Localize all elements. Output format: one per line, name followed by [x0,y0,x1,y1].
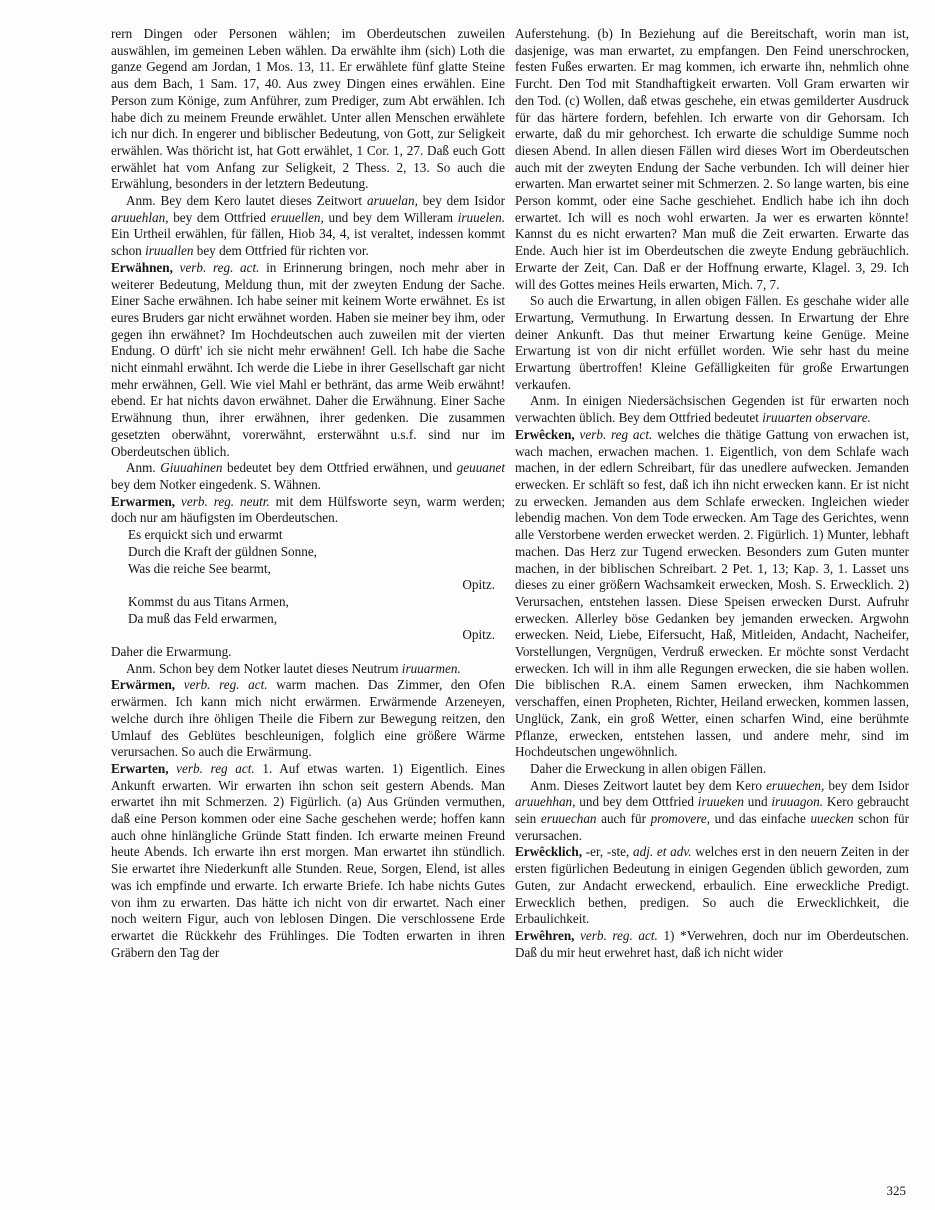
text-run: bey dem Ottfried für richten vor. [193,243,369,259]
text-run: und bey dem Willeram [323,209,458,225]
text-run: Was die reiche See bearmt, [128,560,271,576]
italic-term: iruuarmen. [401,660,461,676]
italic-term: aruuelan, [366,193,418,209]
italic-term: aruuehhan, [515,794,576,810]
italic-term: verb. reg. act. [574,927,658,943]
italic-term: aruuehlan, [111,209,169,225]
text-run: Kero gebraucht sein [515,794,909,827]
text-run: und das einfache [710,811,811,827]
italic-term: Giuuahinen [160,460,223,476]
text-run: mit dem Hülfsworte seyn, warm werden; doch nur am häufigsten im Oberdeutschen. [111,493,505,526]
paragraph [111,661,505,678]
text-run: bey dem Isidor [417,193,505,209]
verse-line [111,544,505,561]
headword: Erwêhren, [515,927,575,943]
headword: Erwêcklich, [515,844,583,860]
text-run: Ein Urtheil erwählen, für fällen, Hiob 34, 4, ist veraltet, indessen kommt schon [111,226,505,259]
headword: Erwarmen, [111,493,176,509]
text-run: 1) *Verwehren, doch nur im Oberdeutschen. Daß du mir heut erwehret hast, daß ich nicht wider [515,927,909,960]
italic-term: geuuanet [456,460,505,476]
text-run: -er, -ste, [582,844,634,860]
text-run: Anm. In einigen Niedersächsischen Gegenden ist für erwarten noch verwachten üblich. Bey dem Ottfried bedeutet [515,393,909,426]
paragraph [111,677,505,761]
paragraph [515,26,909,293]
right-column [515,26,909,961]
text-run: Auferstehung. (b) In Beziehung auf die Bereitschaft, worin man ist, dasjenige, was man erwartet, zu empfangen. Den Feind unerschrocken, festen Fußes erwarten. Er mag kommen, ich erwarte ihn, nehmlich ohne Furcht. Den Tod mit Standhaftigkeit erwarten. Voll Gram erwarten wir den Tod. (c) Wollen, daß etwas geschehe, ein etwas gemilderter Ausdruck für das härtere fordern, befehlen. Ich erwarte von dir Gehorsam. Ich erwarte, daß du mir gehorchest. Ich erwarte die schuldige Summe noch diesen Abend. In allen diesen Fällen wird dieses Wort im Oberdeutschen auch mit der zweyten Endung der Sache verbunden. Ich will deiner hier erwarten. Man erwartet seiner mit Schmerzen. 2. So lange warten, bis eine Person kommt, oder eine Sache geschiehet. Endlich habe ich ihn doch erwartet. Ich will es noch wohl erwarten. Ja wer es erwarten könnte! Kannst du es nicht erwarten? Man muß die Zeit erwarten. Erwarte das Ende. Auch hier ist im Oberdeutschen die zweyte Endung gebräuchlich. Erwarte der Zeit, Can. Daß er der Hoffnung erwarte, Klagel. 3, 29. Ich will des Gottes meines Heils erwarten, Mich. 7, 7. [515,26,909,292]
italic-term: verb. reg act. [574,426,653,442]
page-number: 325 [886,1183,906,1198]
verse-line [111,561,505,578]
paragraph [111,494,505,527]
italic-term: iruuarten observare. [762,410,871,426]
text-run: rern Dingen oder Personen wählen; im Oberdeutschen zuweilen auswählen, im gemeinen Leben wählen. Da erwählte ihm (sich) Loth die ganze Gegend am Jordan, 1 Mos. 13, 11. Er erwählete fünf glatte Steine aus dem Bach, 1 Sam. 17, 40. Aus zwey Dingen eines erwählen. Eine Person zum Könige, zum Anführer, zum Prediger, zum Abt erwählen. Ich habe dich zu meinem Freunde erwählet. Unter allen Menschen erwählete ich nur dich. In engerer und biblischer Bedeutung, von Gott, zur Seligkeit erwählen. Was thöricht ist, hat Gott erwählet, 1 Cor. 1, 27. Daß euch Gott erwählet hat vom Anfang zur Seligkeit, 2 Thess. 2, 13. So auch die Erwählung, besonders in der letztern Bedeutung. [111,26,505,192]
italic-term: verb. reg. neutr. [175,493,270,509]
paragraph [111,761,505,961]
italic-term: verb. reg. act. [175,677,268,693]
headword: Erwarten, [111,760,169,776]
text-run: 1. Auf etwas warten. 1) Eigentlich. Eines Ankunft erwarten. Wir erwarten ihn schon seit gestern Abends. Man erwartet ihn mit Schmerzen. 2) Figürlich. (a) Aus Gründen vermuthen, daß eine Person kommen oder eine Sache geschehen werde; hoffen kann auch ohne hinlängliche Gründe Statt finden. Ich erwarte meinen Freund heute Abends. Ich erwarte ihn erst morgen. Man erwartet ihn stündlich. Sie erwartet ihre Niederkunft alle Stunden. Reue, Sorgen, Elend, ist alles was ich empfinde und erwarte. Ich erwarte Briefe. Ich habe nichts Gutes von ihm zu erwarten. Das hätte ich nicht von dir erwartet. Nach einer noch weitern Figur, auch von leblosen Dingen. Die verschlossene Erde erwartet die Rückkehr des Frühlinges. Die Todten erwarten in ihren Gräbern den Tag der [111,760,505,960]
paragraph [111,260,505,460]
verse-line [111,611,505,628]
text-run: Da muß das Feld erwarmen, [128,610,278,626]
headword: Erwêcken, [515,426,575,442]
italic-term: verb. reg act. [168,760,255,776]
paragraph [515,844,909,928]
text-run: Opitz. [462,627,495,643]
text-run: und bey dem Ottfried [575,794,698,810]
paragraph [515,928,909,961]
text-run: bey dem Isidor [824,777,909,793]
italic-term: adj. et adv. [633,844,692,860]
text-run: Durch die Kraft der güldnen Sonne, [128,543,317,559]
paragraph [515,761,909,778]
paragraph [515,427,909,761]
text-run: warm machen. Das Zimmer, den Ofen erwärmen. Ich kann mich nicht erwärmen. Erwärmende Arzeneyen, welche durch ihre öhligen Theile die Fibern zur Bewegung reitzen, den Umlauf des Geblütes beschleunigen, folglich eine größere Wärme verursachen. So auch die Erwärmung. [111,677,505,760]
verse-attribution [111,577,505,594]
headword: Erwähnen, [111,259,173,275]
text-run: Anm. Dieses Zeitwort lautet bey dem Kero [530,777,767,793]
paragraph [515,778,909,845]
paragraph [515,393,909,426]
verse-line [111,527,505,544]
italic-term: iruuagon. [771,794,824,810]
text-run: Anm. Schon bey dem Notker lautet dieses Neutrum [126,660,402,676]
italic-term: eruuellen, [270,209,324,225]
text-run: welches erst in den neuern Zeiten in der ersten figürlichen Bedeutung in einigen Gegenden üblich geworden, zum Guten, zur Andacht erweckend, erbaulich. Eine erweckliche Predigt. Erwecklich bethen, predigen. So auch die Erwecklichkeit, die Erbaulichkeit. [515,844,909,927]
paragraph [111,26,505,193]
text-run: Anm. [126,460,161,476]
italic-term: uuecken [810,811,854,827]
paragraph [111,460,505,493]
text-run: Anm. Bey dem Kero lautet dieses Zeitwort [126,193,367,209]
paragraph [111,193,505,260]
paragraph [111,644,505,661]
italic-term: promovere, [650,811,711,827]
italic-term: iruuelen. [457,209,505,225]
text-run: Kommst du aus Titans Armen, [128,593,289,609]
left-column [111,26,505,961]
paragraph [515,293,909,393]
text-run: auch für [596,811,651,827]
text-run: bey dem Notker eingedenk. S. Wähnen. [111,476,321,492]
verse-line [111,594,505,611]
italic-term: iruuallen [145,243,194,259]
text-run: schon für verursachen. [515,811,909,843]
verse-attribution [111,627,505,644]
text-run: in Erinnerung bringen, noch mehr aber in weiterer Bedeutung, Meldung thun, mit der zweyten Endung der Sache. Einer Sache erwähnen. Ich habe seiner mit keinem Worte erwähnet. Es ist eures Bruders gar nicht erwähnet worden. Haben sie meiner bey ihm, oder gegen ihn erwähnet? Im Hochdeutschen auch zuweilen mit der vierten Endung. O dürft' ich sie nicht mehr erwähnen! Gell. Ich habe die Sache nicht einmahl erwähnt. Ich werde die Liebe in ihrer Gesellschaft gar nicht mehr erwähnen, Gell. Wie viel Mahl er bethränt, das arme Weib erwähnt! ebend. Er hat nichts davon erwähnet. Daher die Erwähnung. Einer Sache Erwähnung thun, ihrer erwähnen, ihrer gedenken. Die zusammen gesetzten oberwähnt, vorerwähnt, ersterwähnt u.s.f. sind nur im Oberdeutschen üblich. [111,259,506,459]
text-run: Es erquickt sich und erwarmt [128,527,283,543]
text-run: Daher die Erweckung in allen obigen Fällen. [530,760,767,776]
text-run: bedeutet bey dem Ottfried erwähnen, und [222,460,457,476]
text-run: Daher die Erwarmung. [111,644,232,660]
text-run: welches die thätige Gattung von erwachen ist, wach machen, erwachen machen. 1. Eigentlich, von dem Schlafe wach machen, in der edlern Schreibart, für das unedlere aufwecken. Jemanden erwecken. Er schläft so fest, daß ich ihn nicht erwecken kann. Er ist nicht zu erwecken. Jemanden aus dem Schlafe erwecken. Ingleichen wieder lebendig machen. Von dem Tode erwecken. Am Tage des Gerichtes, wenn alle Verstorbene werden erwecket werden. 2. Figürlich. 1) Munter, lebhaft machen. Das Herz zur Tugend erwecken. Besonders zum Guten munter machen, in der biblischen Schreibart. 2 Pet. 1, 13; Kap. 3, 1. Lasset uns dieses zu einer größern Wachsamkeit erwecken, Mosh. S. Erwecklich. 2) Verursachen, entstehen lassen. Diese Speisen erwecken Durst. Aufruhr erwecken. Allerley böse Gedanken bey jemanden erwecken. Argwohn erwecken. Neid, Liebe, Eifersucht, Haß, Mitleiden, Andacht, Nacheifer, Vorstellungen, Vergnügen, Verdruß erwecken. Er möchte sonst Verdacht erwecken. Ich will in ihm alle Regungen erwecken, die sie haben wollen. Die biblischen R.A. einem Samen erwecken, ihm Nachkommen verschaffen, einen Propheten, Richter, Heiland erwecken, kommen lassen, Unglück, Zank, ein groß Wetter, einen scharfen Wind, eine berühmte Pflanze, erwecken, entstehen lassen, und andere mehr, sind im Hochdeutschen ungewöhnlich. [515,426,909,760]
headword: Erwärmen, [111,677,176,693]
italic-term: verb. reg. act. [172,259,260,275]
text-run: und [743,794,772,810]
text-run: Opitz. [462,577,495,593]
italic-term: eruuechan [540,811,597,827]
text-run: bey dem Ottfried [168,209,271,225]
italic-term: eruuechen, [766,777,825,793]
italic-term: iruueken [697,794,744,810]
text-columns [111,26,909,961]
text-run: So auch die Erwartung, in allen obigen Fällen. Es geschahe wider alle Erwartung, Vermuthung. In Erwartung dessen. In Erwartung der Ehre deiner Ankunft. Das thut meiner Erwartung keine Genüge. Meine Erwartung ist von dir nicht erfüllet worden. Wie sehr hast du meine Erwartung übertroffen! Kleine Gefälligkeiten für große Erwartungen verkaufen. [515,293,909,392]
